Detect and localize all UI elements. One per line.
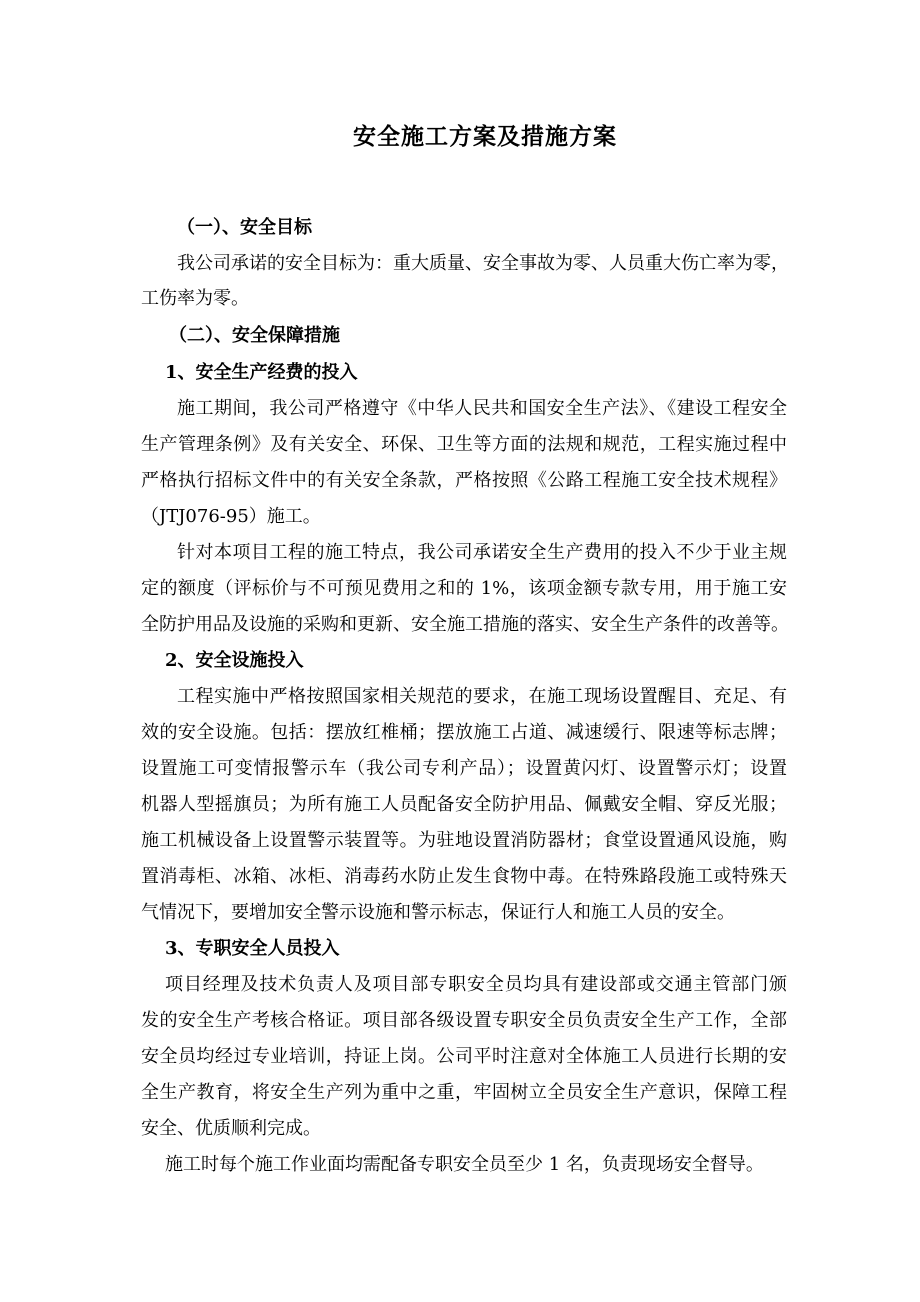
paragraph-line: 针对本项目工程的施工特点，我公司承诺安全生产费用的投入不少于业主规 xyxy=(177,542,787,563)
paragraph-line: 严格执行招标文件中的有关安全条款，严格按照《公路工程施工安全技术规程》 xyxy=(141,470,787,491)
section-heading-safety-measures: （二）、安全保障措施 xyxy=(169,325,340,346)
paragraph-line: 施工期间，我公司严格遵守《中华人民共和国安全生产法》、《建设工程安全 xyxy=(177,398,787,419)
paragraph-line: 机器人型摇旗员；为所有施工人员配备安全防护用品、佩戴安全帽、穿反光服； xyxy=(141,794,787,815)
section-heading-safety-goal: （一）、安全目标 xyxy=(177,217,312,238)
paragraph-line: 施工时每个施工作业面均需配备专职安全员至少 1 名，负责现场安全督导。 xyxy=(165,1154,764,1175)
paragraph-line: 工程实施中严格按照国家相关规范的要求，在施工现场设置醒目、充足、有 xyxy=(177,686,787,707)
document-title: 安全施工方案及措施方案 xyxy=(353,123,617,150)
paragraph-line: （JTJ076-95）施工。 xyxy=(141,506,321,527)
paragraph-line: 安全员均经过专业培训，持证上岗。公司平时注意对全体施工人员进行长期的安 xyxy=(141,1046,787,1067)
subsection-heading-personnel: 3、专职安全人员投入 xyxy=(165,938,340,959)
paragraph-line: 气情况下，要增加安全警示设施和警示标志，保证行人和施工人员的安全。 xyxy=(141,902,735,923)
paragraph-line: 安全、优质顺利完成。 xyxy=(141,1118,321,1139)
paragraph-line: 发的安全生产考核合格证。项目部各级设置专职安全员负责安全生产工作，全部 xyxy=(141,1010,787,1031)
subsection-heading-facilities: 2、安全设施投入 xyxy=(165,650,304,671)
subsection-heading-funding: 1、安全生产经费的投入 xyxy=(165,362,358,383)
paragraph-line: 工伤率为零。 xyxy=(141,288,249,309)
paragraph-line: 设置施工可变情报警示车（我公司专利产品）；设置黄闪灯、设置警示灯；设置 xyxy=(141,758,787,779)
paragraph-line: 全生产教育，将安全生产列为重中之重，牢固树立全员安全生产意识，保障工程 xyxy=(141,1082,787,1103)
paragraph-line: 我公司承诺的安全目标为：重大质量、安全事故为零、人员重大伤亡率为零， xyxy=(177,253,789,274)
paragraph-line: 项目经理及技术负责人及项目部专职安全员均具有建设部或交通主管部门颁 xyxy=(165,974,787,995)
paragraph-line: 效的安全设施。包括：摆放红椎桶；摆放施工占道、减速缓行、限速等标志牌； xyxy=(141,722,787,743)
paragraph-line: 生产管理条例》及有关安全、环保、卫生等方面的法规和规范，工程实施过程中 xyxy=(141,434,787,455)
paragraph-line: 置消毒柜、冰箱、冰柜、消毒药水防止发生食物中毒。在特殊路段施工或特殊天 xyxy=(141,866,787,887)
paragraph-line: 定的额度（评标价与不可预见费用之和的 1%，该项金额专款专用，用于施工安 xyxy=(141,578,787,599)
paragraph-line: 全防护用品及设施的采购和更新、安全施工措施的落实、安全生产条件的改善等。 xyxy=(141,614,789,635)
paragraph-line: 施工机械设备上设置警示装置等。为驻地设置消防器材；食堂设置通风设施，购 xyxy=(141,830,787,851)
